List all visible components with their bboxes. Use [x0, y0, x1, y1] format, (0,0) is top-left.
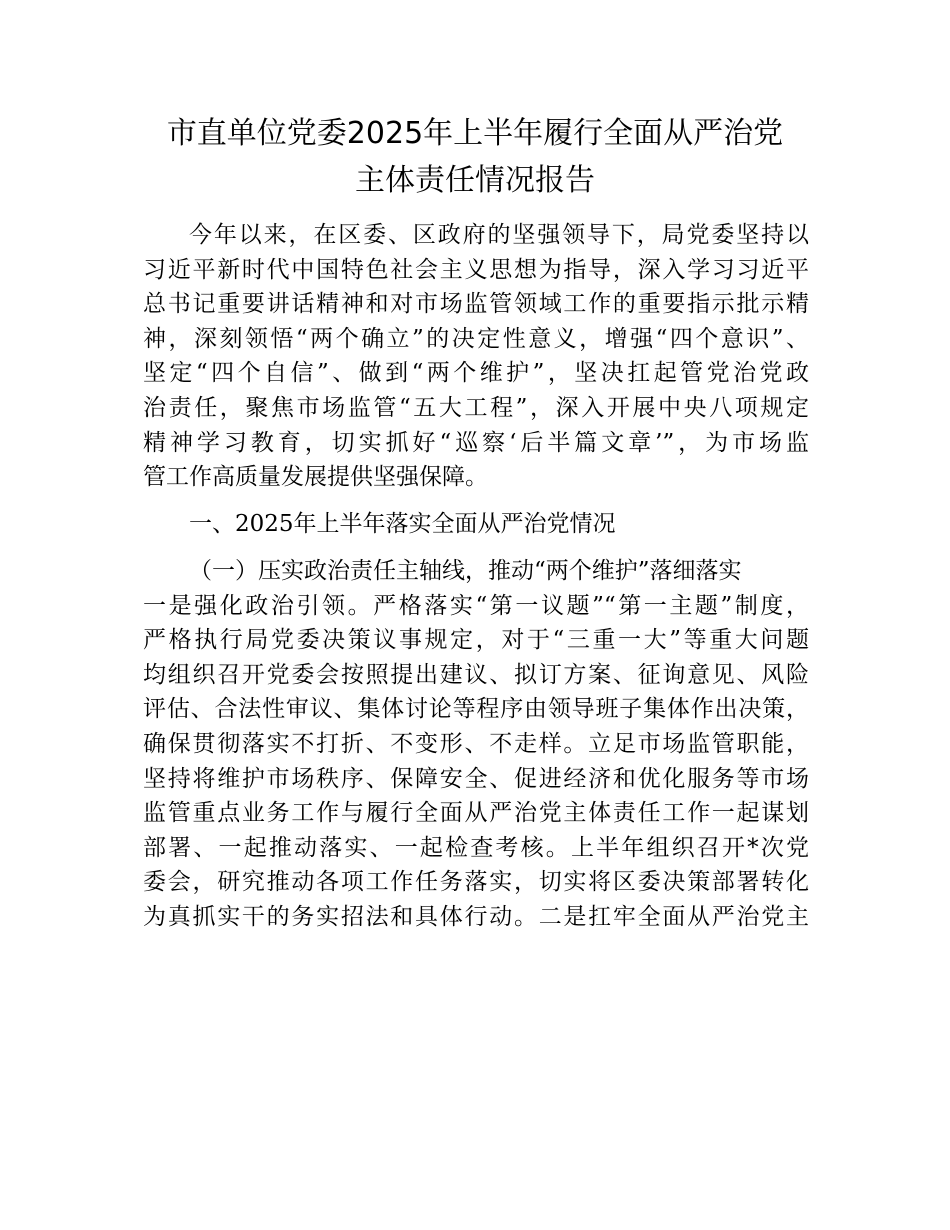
intro-paragraph-line: 总书记重要讲话精神和对市场监管领域工作的重要指示批示精	[143, 291, 809, 317]
body-paragraph-line: 坚持将维护市场秩序、保障安全、促进经济和优化服务等市场	[143, 766, 809, 792]
body-paragraph-line: 评估、合法性审议、集体讨论等程序由领导班子集体作出决策，	[143, 696, 809, 722]
intro-paragraph-line: 习近平新时代中国特色社会主义思想为指导，深入学习习近平	[143, 257, 809, 283]
intro-paragraph-line: 管工作高质量发展提供坚强保障。	[143, 464, 488, 490]
body-paragraph-line: 委会，研究推动各项工作任务落实，切实将区委决策部署转化	[143, 869, 809, 895]
body-paragraph-line: 一是强化政治引领。严格落实“第一议题”“第一主题”制度，	[143, 593, 809, 619]
intro-paragraph-line: 坚定“四个自信”、做到“两个维护”，坚决扛起管党治党政	[143, 360, 809, 386]
intro-paragraph-line: 今年以来，在区委、区政府的坚强领导下，局党委坚持以	[189, 222, 809, 248]
intro-paragraph-line: 精神学习教育，切实抓好“巡察‘后半篇文章’”，为市场监	[143, 430, 809, 456]
subsection-heading: （一）压实政治责任主轴线，推动“两个维护”落细落实	[189, 558, 742, 584]
document-title-line-1: 市直单位党委2025年上半年履行全面从严治党	[166, 116, 784, 151]
intro-paragraph-line: 神，深刻领悟“两个确立”的决定性意义，增强“四个意识”、	[143, 326, 809, 352]
body-paragraph-line: 均组织召开党委会按照提出建议、拟订方案、征询意见、风险	[143, 662, 809, 688]
intro-paragraph-line: 治责任，聚焦市场监管“五大工程”，深入开展中央八项规定	[143, 395, 809, 421]
body-paragraph-line: 确保贯彻落实不打折、不变形、不走样。立足市场监管职能，	[143, 731, 809, 757]
section-heading: 一、2025年上半年落实全面从严治党情况	[189, 511, 616, 537]
body-paragraph-line: 严格执行局党委决策议事规定，对于“三重一大”等重大问题	[143, 627, 809, 653]
body-paragraph-line: 监管重点业务工作与履行全面从严治党主体责任工作一起谋划	[143, 800, 809, 826]
body-paragraph-line: 为真抓实干的务实招法和具体行动。二是扛牢全面从严治党主	[143, 904, 809, 930]
body-paragraph-line: 部署、一起推动落实、一起检查考核。上半年组织召开*次党	[143, 835, 809, 861]
document-title-line-2: 主体责任情况报告	[355, 163, 595, 198]
